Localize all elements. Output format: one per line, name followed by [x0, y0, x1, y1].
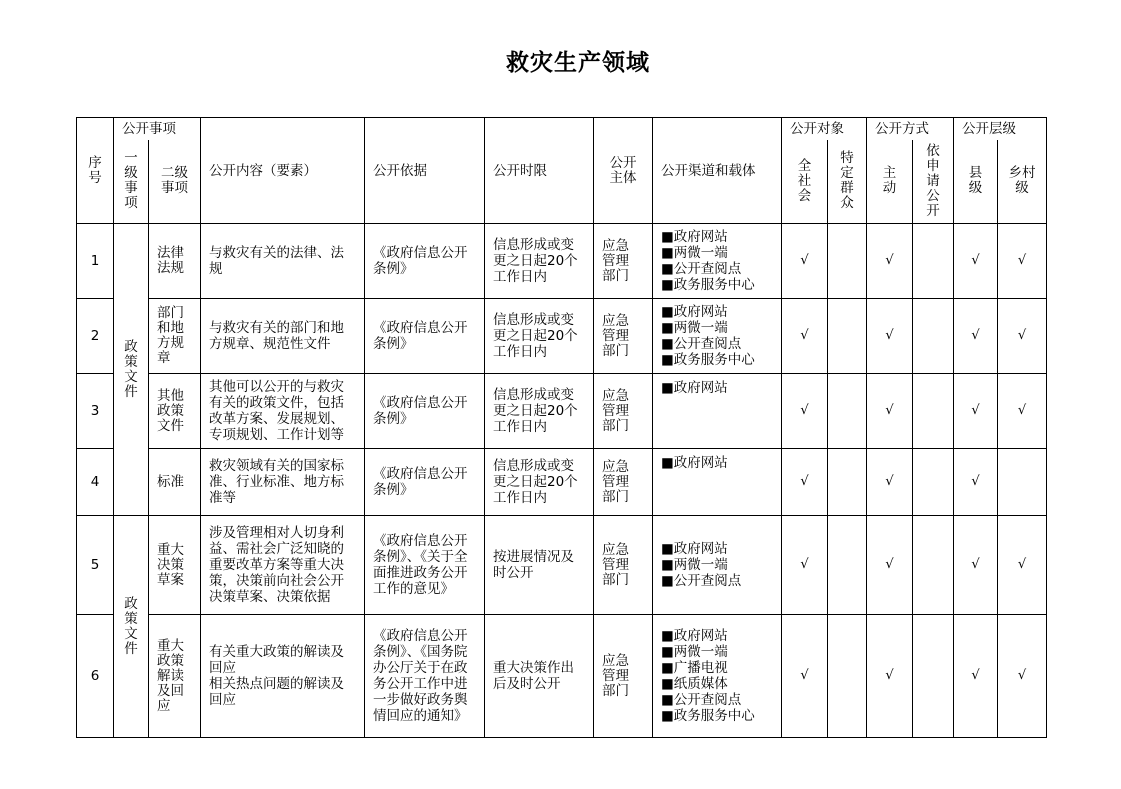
check-active: √ [867, 224, 913, 299]
check-all: √ [782, 615, 828, 738]
check-request [913, 299, 954, 374]
row-sub: 部门和地方规章 [149, 299, 201, 374]
row-category: 政策文件 [114, 516, 149, 738]
row-content: 涉及管理相对人切身利益、需社会广泛知晓的重要改革方案等重大决策，决策前向社会公开决策草案、决策依据 [201, 516, 365, 615]
row-content: 有关重大政策的解读及回应 相关热点问题的解读及回应 [201, 615, 365, 738]
check-request [913, 615, 954, 738]
header-level-township: 乡村级 [998, 140, 1047, 224]
row-sub: 重大决策草案 [149, 516, 201, 615]
header-method-active: 主动 [867, 140, 913, 224]
header-matter-group: 公开事项 [114, 118, 201, 140]
check-request [913, 224, 954, 299]
row-time: 信息形成或变更之日起20个工作日内 [485, 374, 594, 449]
table-row [77, 449, 1047, 516]
check-specific [828, 449, 867, 516]
check-county: √ [954, 449, 998, 516]
row-time: 信息形成或变更之日起20个工作日内 [485, 224, 594, 299]
row-subject: 应急管理部门 [594, 615, 653, 738]
row-basis: 《政府信息公开条例》、《国务院办公厅关于在政务公开工作中进一步做好政务舆情回应的通知》 [365, 615, 485, 738]
row-channels: ■政府网站 ■两微一端 ■公开查阅点 [653, 516, 782, 615]
header-level-county: 县级 [954, 140, 998, 224]
header-level-group: 公开层级 [954, 118, 1047, 140]
check-specific [828, 516, 867, 615]
row-number: 1 [77, 224, 114, 299]
header-time-limit: 公开时限 [485, 118, 594, 224]
table-row [77, 374, 1047, 449]
check-all: √ [782, 224, 828, 299]
check-township [998, 449, 1047, 516]
check-request [913, 449, 954, 516]
check-county: √ [954, 516, 998, 615]
row-number: 4 [77, 449, 114, 516]
disclosure-table [76, 117, 1047, 738]
row-sub: 其他政策文件 [149, 374, 201, 449]
header-seq: 序号 [77, 118, 114, 224]
check-township: √ [998, 374, 1047, 449]
row-number: 6 [77, 615, 114, 738]
page-title: 救灾生产领域 [506, 49, 650, 76]
row-number: 5 [77, 516, 114, 615]
check-county: √ [954, 224, 998, 299]
row-time: 重大决策作出后及时公开 [485, 615, 594, 738]
row-channels: ■政府网站 [653, 374, 782, 449]
row-category: 政策文件 [114, 224, 149, 516]
row-channels: ■政府网站 [653, 449, 782, 516]
check-all: √ [782, 374, 828, 449]
row-basis: 《政府信息公开条例》 [365, 224, 485, 299]
check-county: √ [954, 615, 998, 738]
check-all: √ [782, 299, 828, 374]
row-channels: ■政府网站 ■两微一端 ■公开查阅点 ■政务服务中心 [653, 299, 782, 374]
header-level2: 二级事项 [149, 140, 201, 224]
row-subject: 应急管理部门 [594, 374, 653, 449]
table-row [77, 516, 1047, 615]
check-specific [828, 299, 867, 374]
header-basis: 公开依据 [365, 118, 485, 224]
row-number: 3 [77, 374, 114, 449]
row-channels: ■政府网站 ■两微一端 ■公开查阅点 ■政务服务中心 [653, 224, 782, 299]
header-method-request: 依申请公开 [913, 140, 954, 224]
check-township: √ [998, 299, 1047, 374]
row-time: 信息形成或变更之日起20个工作日内 [485, 299, 594, 374]
check-active: √ [867, 615, 913, 738]
check-active: √ [867, 449, 913, 516]
check-county: √ [954, 374, 998, 449]
table-row [77, 299, 1047, 374]
check-specific [828, 374, 867, 449]
header-method-group: 公开方式 [867, 118, 954, 140]
row-time: 按进展情况及时公开 [485, 516, 594, 615]
header-level1: 一级事项 [114, 140, 149, 224]
header-content: 公开内容（要素） [201, 118, 365, 224]
check-township: √ [998, 224, 1047, 299]
row-number: 2 [77, 299, 114, 374]
row-basis: 《政府信息公开条例》 [365, 299, 485, 374]
row-basis: 《政府信息公开条例》 [365, 449, 485, 516]
check-township: √ [998, 615, 1047, 738]
row-content: 救灾领域有关的国家标准、行业标准、地方标准等 [201, 449, 365, 516]
row-content: 与救灾有关的法律、法规 [201, 224, 365, 299]
check-specific [828, 615, 867, 738]
row-subject: 应急管理部门 [594, 299, 653, 374]
row-subject: 应急管理部门 [594, 516, 653, 615]
table-row [77, 224, 1047, 299]
header-row-1 [77, 118, 1047, 140]
row-subject: 应急管理部门 [594, 224, 653, 299]
row-content: 与救灾有关的部门和地方规章、规范性文件 [201, 299, 365, 374]
row-subject: 应急管理部门 [594, 449, 653, 516]
check-township: √ [998, 516, 1047, 615]
check-active: √ [867, 374, 913, 449]
check-specific [828, 224, 867, 299]
row-time: 信息形成或变更之日起20个工作日内 [485, 449, 594, 516]
row-sub: 重大政策解读及回应 [149, 615, 201, 738]
check-all: √ [782, 516, 828, 615]
row-sub: 标准 [149, 449, 201, 516]
row-basis: 《政府信息公开条例》 [365, 374, 485, 449]
check-request [913, 374, 954, 449]
row-basis: 《政府信息公开条例》、《关于全面推进政务公开工作的意见》 [365, 516, 485, 615]
row-channels: ■政府网站 ■两微一端 ■广播电视 ■纸质媒体 ■公开查阅点 ■政务服务中心 [653, 615, 782, 738]
table-row [77, 615, 1047, 738]
check-county: √ [954, 299, 998, 374]
header-audience-all: 全社会 [782, 140, 828, 224]
header-audience-specific: 特定群众 [828, 140, 867, 224]
check-active: √ [867, 516, 913, 615]
header-audience-group: 公开对象 [782, 118, 867, 140]
header-subject: 公开主体 [594, 118, 653, 224]
header-channel: 公开渠道和载体 [653, 118, 782, 224]
check-all: √ [782, 449, 828, 516]
row-content: 其他可以公开的与救灾有关的政策文件，包括改革方案、发展规划、专项规划、工作计划等 [201, 374, 365, 449]
check-request [913, 516, 954, 615]
check-active: √ [867, 299, 913, 374]
row-sub: 法律法规 [149, 224, 201, 299]
